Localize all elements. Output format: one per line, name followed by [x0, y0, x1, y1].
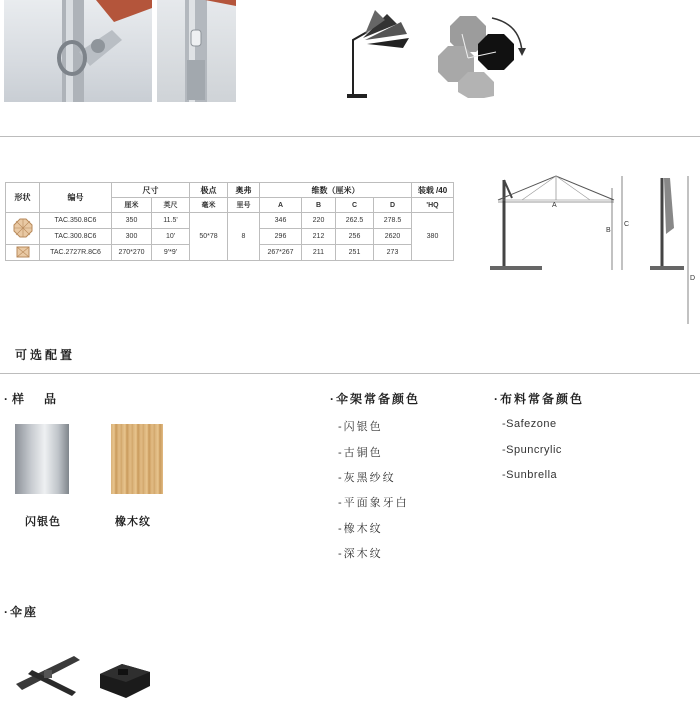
shape-square-icon	[6, 245, 40, 261]
row-c: 251	[336, 245, 374, 261]
divider-top	[0, 136, 700, 137]
pole-joint-illustration	[4, 0, 152, 102]
header-size-ft: 英尺	[152, 198, 190, 213]
shape-octagon-icon	[6, 213, 40, 245]
row-c: 262.5	[336, 213, 374, 229]
header-dim-b: B	[302, 198, 336, 213]
table-row	[6, 213, 454, 229]
row-a: 346	[260, 213, 302, 229]
row-a: 296	[260, 229, 302, 245]
row-code: TAC.300.8C6	[40, 229, 112, 245]
oak-swatch	[111, 424, 163, 494]
bullet-dot: ·	[4, 392, 12, 406]
row-d: 2620	[374, 229, 412, 245]
frame-colors-title: 伞架常备颜色	[336, 392, 421, 406]
row-ft: 10'	[152, 229, 190, 245]
row-ft: 9'*9'	[152, 245, 190, 261]
spec-table	[5, 182, 454, 261]
product-photo-pole-crank	[157, 0, 236, 102]
header-size: 尺寸	[112, 183, 190, 198]
dimension-diagram	[482, 168, 700, 330]
weighted-base-illustration	[96, 660, 154, 700]
frame-color-item: -闪银色	[338, 421, 383, 433]
row-cm: 350	[112, 213, 152, 229]
header-code: 编号	[40, 183, 112, 213]
fabric-color-item: -Spuncrylic	[502, 444, 562, 456]
row-cm: 270*270	[112, 245, 152, 261]
swatch-label-silver: 闪银色	[25, 516, 61, 528]
base-title: 伞座	[10, 605, 39, 619]
load-value: 380	[412, 213, 454, 261]
silver-swatch	[15, 424, 69, 494]
frame-color-item: -平面象牙白	[338, 497, 409, 509]
umbrella-rotation-illustration	[432, 12, 528, 98]
header-shape: 形状	[6, 183, 40, 213]
swatch-label-oak: 橡木纹	[115, 516, 151, 528]
ribs-value: 8	[228, 213, 260, 261]
dim-label-b: B	[606, 227, 611, 234]
header-dims: 维数（厘米）	[260, 183, 412, 198]
fabric-colors-heading	[494, 390, 584, 407]
header-ribs2: 里号	[228, 198, 260, 213]
optional-config-title: 可选配置	[15, 348, 76, 362]
row-a: 267*267	[260, 245, 302, 261]
header-dim-d: D	[374, 198, 412, 213]
fabric-colors-title: 布料常备颜色	[500, 392, 585, 406]
bullet-dot: ·	[330, 392, 336, 406]
divider-mid	[0, 373, 700, 374]
bullet-dot: ·	[494, 392, 500, 406]
fabric-color-item: -Sunbrella	[502, 469, 558, 481]
row-code: TAC.350.8C6	[40, 213, 112, 229]
row-code: TAC.2727R.8C6	[40, 245, 112, 261]
umbrella-tilt-illustration	[345, 4, 425, 100]
row-d: 273	[374, 245, 412, 261]
row-b: 220	[302, 213, 336, 229]
bullet-dot: ·	[4, 605, 10, 619]
dim-label-a: A	[552, 202, 557, 209]
header-load: 装载 /40	[412, 183, 454, 198]
dim-label-c: C	[624, 221, 630, 228]
samples-heading	[4, 390, 60, 407]
row-c: 256	[336, 229, 374, 245]
cross-base-illustration	[14, 648, 84, 700]
header-pole-unit: 毫米	[190, 198, 228, 213]
frame-colors-heading	[330, 390, 420, 407]
row-b: 212	[302, 229, 336, 245]
header-pole: 极点	[190, 183, 228, 198]
product-photo-pole-joint	[4, 0, 152, 102]
pole-crank-illustration	[157, 0, 236, 102]
row-d: 278.5	[374, 213, 412, 229]
header-size-cm: 厘米	[112, 198, 152, 213]
row-ft: 11.5'	[152, 213, 190, 229]
frame-color-item: -橡木纹	[338, 523, 383, 535]
header-dim-c: C	[336, 198, 374, 213]
samples-title: 样 品	[12, 392, 61, 406]
dim-label-d: D	[690, 275, 696, 282]
row-cm: 300	[112, 229, 152, 245]
frame-color-item: -深木纹	[338, 548, 383, 560]
header-load2: 'HQ	[412, 198, 454, 213]
base-heading	[4, 603, 38, 620]
frame-color-item: -灰黑纱纹	[338, 472, 396, 484]
frame-color-item: -古铜色	[338, 447, 383, 459]
header-dim-a: A	[260, 198, 302, 213]
pole-value: 50*78	[190, 213, 228, 261]
header-ribs: 奥弗	[228, 183, 260, 198]
row-b: 211	[302, 245, 336, 261]
fabric-color-item: -Safezone	[502, 418, 557, 430]
